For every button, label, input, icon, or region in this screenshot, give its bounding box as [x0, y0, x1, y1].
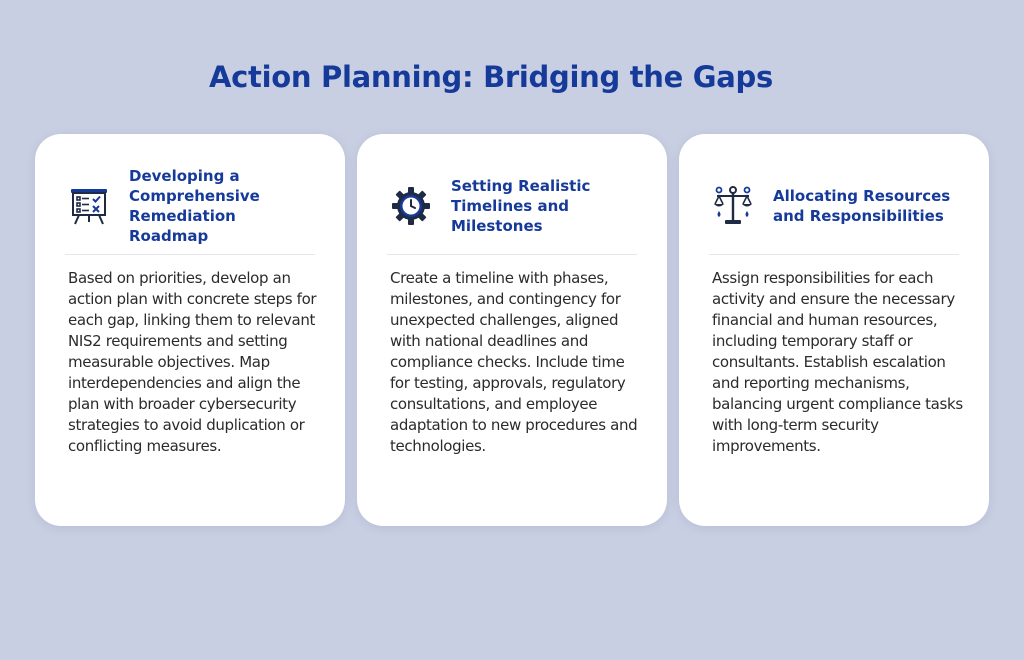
presentation-board-checklist-icon — [65, 182, 113, 230]
gear-clock-icon — [387, 182, 435, 230]
card-resources-responsibilities — [679, 134, 989, 526]
card-timelines-milestones — [357, 134, 667, 526]
card-remediation-roadmap — [35, 134, 345, 526]
card-header — [387, 158, 637, 254]
page-title: Action Planning: Bridging the Gaps — [209, 60, 773, 94]
card-header — [65, 158, 315, 254]
card-title: Setting Realistic Timelines and Milestones — [451, 177, 591, 235]
card-body: Based on priorities, develop an action plan with concrete steps for each gap, linking them to relevant NIS2 requirements and setting measurable objectives. Map interdependencies and align the plan with broader cybersecurity strategies to avoid duplication or conflicting measures. — [68, 269, 317, 455]
card-body: Create a timeline with phases, milestones, and contingency for unexpected challenges, aligned with national deadlines and compliance checks. Include time for testing, approvals, regulatory consultations, and employee adaptation to new procedures and technologies. — [390, 269, 638, 455]
card-title: Developing a Comprehensive Remediation Roadmap — [129, 167, 260, 245]
card-body: Assign responsibilities for each activity and ensure the necessary financial and human resources, including temporary staff or consultants. Establish escalation and reporting mechanisms, balancing urgent compliance tasks with long-term security improvements. — [712, 269, 963, 455]
card-title: Allocating Resources and Responsibilities — [773, 187, 951, 225]
balance-scale-icon — [709, 182, 757, 230]
card-divider — [387, 254, 637, 255]
card-header — [709, 158, 959, 254]
card-divider — [65, 254, 315, 255]
card-divider — [709, 254, 959, 255]
